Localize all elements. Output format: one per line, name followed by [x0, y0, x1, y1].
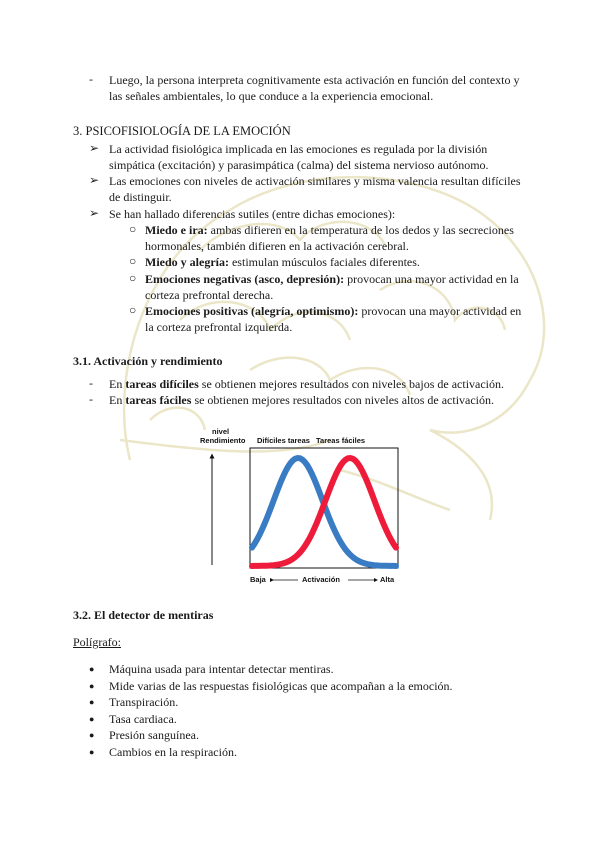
bullet-dot: ●: [89, 747, 95, 757]
x-label-low: Baja: [250, 575, 266, 584]
s3-sub-4-bold: Emociones positivas (alegría, optimismo):: [145, 304, 359, 318]
s3-sub-4-line-1: [145, 303, 521, 319]
circle-bullet: ○: [129, 303, 137, 317]
s3-sub-2: [145, 254, 420, 270]
polygraph-item: Transpiración.: [109, 695, 179, 710]
s3-sub-1-bold: Miedo e ira:: [145, 223, 208, 237]
s31-item-2-bold: tareas fáciles: [125, 393, 192, 407]
arrow-bullet: ➢: [89, 206, 100, 220]
bullet-dot: ●: [89, 713, 95, 724]
polygraph-item: Tasa cardiaca.: [109, 711, 177, 726]
arrow-bullet: ➢: [89, 141, 100, 155]
intro-line-2: las señales ambientales, lo que conduce a la experiencia emocional.: [109, 89, 434, 103]
s31-item-1-rest: se obtienen mejores resultados con niveles bajos de activación.: [198, 377, 505, 391]
list-marker: -: [89, 376, 93, 390]
x-axis-label: Activación: [302, 575, 340, 584]
polygraph-subtitle: Polígrafo:: [73, 635, 121, 649]
circle-bullet: ○: [129, 254, 137, 268]
legend-label-easy: Tareas fáciles: [316, 436, 366, 445]
curve-easy-tasks: [252, 458, 396, 566]
s3-bullet-3: Se han hallado diferencias sutiles (entre dichas emociones):: [109, 207, 396, 221]
s3-sub-2-bold: Miedo y alegría:: [145, 255, 229, 269]
polygraph-item: Mide varias de las respuestas fisiológicas que acompañan a la emoción.: [109, 678, 453, 693]
list-marker: -: [89, 72, 93, 86]
s31-item-2-rest: se obtienen mejores resultados con niveles altos de activación.: [191, 393, 495, 407]
s3-sub-3-rest: provocan una mayor actividad en la: [344, 272, 519, 286]
s3-bullet-1-line-1: La actividad fisiológica implicada en las emociones es regulada por la división: [109, 142, 488, 156]
y-label-line-2: Rendimiento: [200, 436, 246, 445]
s31-item-2: [109, 392, 494, 408]
polygraph-item: Presión sanguínea.: [109, 728, 199, 743]
s31-item-1: [109, 376, 504, 392]
intro-line-1: Luego, la persona interpreta cognitivamente esta activación en función del contexto y: [109, 73, 520, 87]
activation-performance-chart: [200, 420, 410, 588]
s3-bullet-2-line-2: de distinguir.: [109, 190, 172, 204]
s3-sub-2-rest: estimulan músculos faciales diferentes.: [228, 255, 420, 269]
s3-sub-3-bold: Emociones negativas (asco, depresión):: [145, 272, 345, 286]
s3-sub-3-line-1: [145, 271, 519, 287]
bullet-dot: ●: [89, 730, 95, 741]
chart-canvas: [200, 420, 410, 588]
polygraph-item: Máquina usada para intentar detectar mentiras.: [109, 662, 334, 676]
s3-sub-4-line-2: la corteza prefrontal izquierda.: [145, 320, 293, 334]
x-label-high: Alta: [380, 575, 395, 584]
s3-sub-3-line-2: corteza prefrontal derecha.: [145, 288, 274, 302]
bullet-dot: ●: [89, 697, 95, 708]
s3-sub-1-rest: ambas difieren en la temperatura de los dedos y las secreciones: [207, 223, 514, 237]
s3-sub-4-rest: provocan una mayor actividad en: [358, 304, 522, 318]
s31-item-1-bold: tareas difíciles: [125, 377, 199, 391]
bullet-dot: ●: [89, 680, 95, 691]
s3-bullet-1-line-2: simpática (excitación) y parasimpática (calma) del sistema nervioso autónomo.: [109, 158, 489, 172]
s31-item-1-pre: En: [109, 377, 126, 391]
arrow-bullet: ➢: [89, 173, 100, 187]
bullet-dot: ●: [89, 664, 95, 674]
y-label-line-1: nivel: [212, 427, 230, 436]
legend-label-difficult: Difíciles tareas: [257, 436, 310, 445]
list-marker: -: [89, 392, 93, 406]
section-3-title: 3. PSICOFISIOLOGÍA DE LA EMOCIÓN: [73, 124, 291, 138]
s3-sub-1-line-1: [145, 222, 514, 238]
section-3-2-title: 3.2. El detector de mentiras: [73, 608, 214, 622]
s3-sub-1-line-2: hormonales, también difieren en la activación cerebral.: [145, 239, 409, 253]
polygraph-item: Cambios en la respiración.: [109, 745, 237, 759]
circle-bullet: ○: [129, 222, 137, 236]
s3-bullet-2-line-1: Las emociones con niveles de activación similares y misma valencia resultan difíciles: [109, 174, 521, 188]
section-3-1-title: 3.1. Activación y rendimiento: [73, 354, 223, 368]
circle-bullet: ○: [129, 271, 137, 285]
s31-item-2-pre: En: [109, 393, 126, 407]
